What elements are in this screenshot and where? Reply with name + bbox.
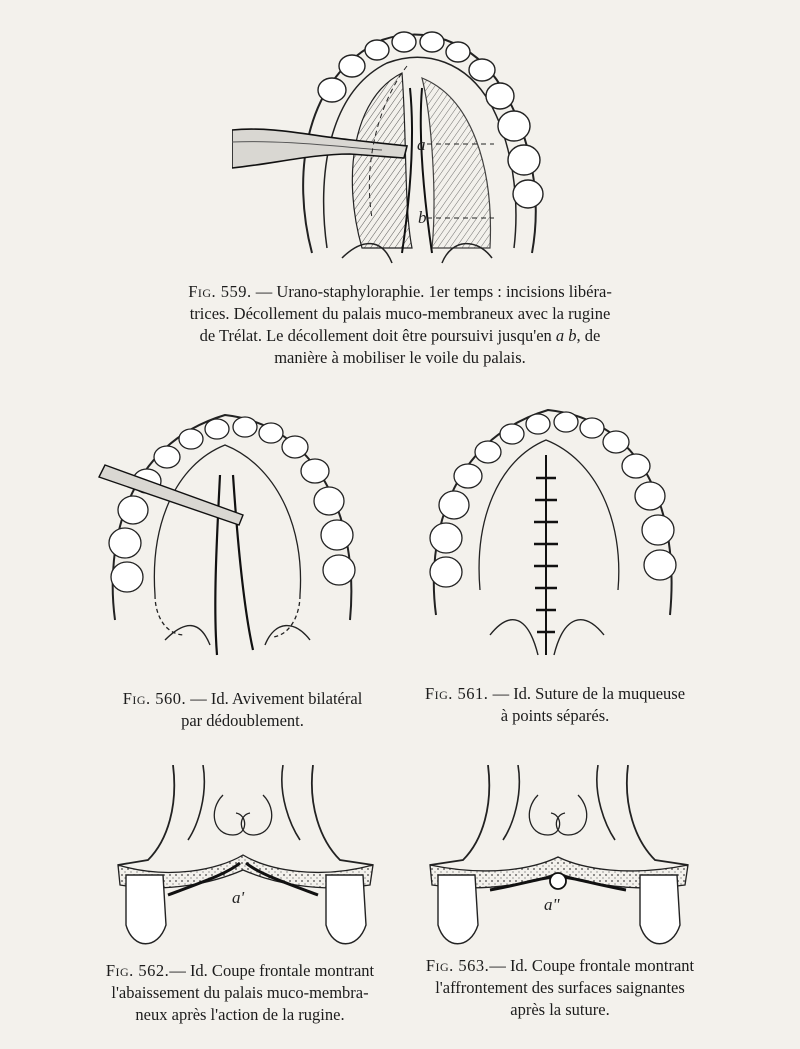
figure-563-caption — [405, 955, 715, 1021]
figure-559-label: Fig. 559. — [188, 282, 252, 301]
figure-559-palate-illustration — [232, 18, 552, 273]
figure-563-label: Fig. 563. — [425, 956, 490, 975]
figure-561-label: Fig. 561. — [424, 684, 489, 703]
figure-561-caption — [400, 683, 710, 727]
figure-559-marker-a: a — [417, 135, 426, 154]
figure-559-caption-line4: manière à mobiliser le voile du palais. — [274, 348, 526, 367]
figure-563-caption-line2: l'affrontement des surfaces saignantes — [435, 978, 685, 997]
figure-560-caption — [95, 688, 390, 732]
figure-562-frontal-section — [108, 765, 383, 955]
figure-562-caption-line2: l'abaissement du palais muco-membra- — [111, 983, 369, 1002]
figure-559-caption-ab: a b — [555, 326, 577, 345]
figure-562-marker: a' — [232, 888, 245, 907]
figure-562-caption-line1: — Id. Coupe frontale montrant — [169, 961, 375, 980]
figure-563-marker: a" — [544, 895, 560, 914]
figure-562-caption-line3: neux après l'action de la rugine. — [135, 1005, 345, 1024]
figure-559-caption-line1: — Urano-staphyloraphie. 1er temps : incisions libéra- — [255, 282, 612, 301]
figure-561-caption-line1: — Id. Suture de la muqueuse — [492, 684, 686, 703]
figure-559-caption — [150, 281, 650, 369]
figure-563-caption-line3: après la suture. — [510, 1000, 610, 1019]
figure-563-frontal-section — [418, 765, 698, 955]
figure-559-caption-line3b: , de — [576, 326, 601, 345]
figure-559-caption-line2: trices. Décollement du palais muco-membraneux avec la rugine — [189, 304, 611, 323]
figure-559-marker-b: b — [418, 208, 427, 227]
figure-561-palate-illustration — [418, 400, 683, 670]
figure-562-caption — [90, 960, 390, 1026]
figure-559-caption-line3a: de Trélat. Le décollement doit être poursuivi jusqu'en — [199, 326, 556, 345]
figure-563-caption-line1: — Id. Coupe frontale montrant — [489, 956, 695, 975]
figure-562-label: Fig. 562. — [105, 961, 170, 980]
figure-560-caption-line2: par dédoublement. — [181, 711, 304, 730]
figure-560-caption-line1: — Id. Avivement bilatéral — [190, 689, 363, 708]
figure-560-palate-illustration — [95, 405, 370, 665]
figure-560-label: Fig. 560. — [122, 689, 187, 708]
figure-561-caption-line2: à points séparés. — [500, 706, 610, 725]
